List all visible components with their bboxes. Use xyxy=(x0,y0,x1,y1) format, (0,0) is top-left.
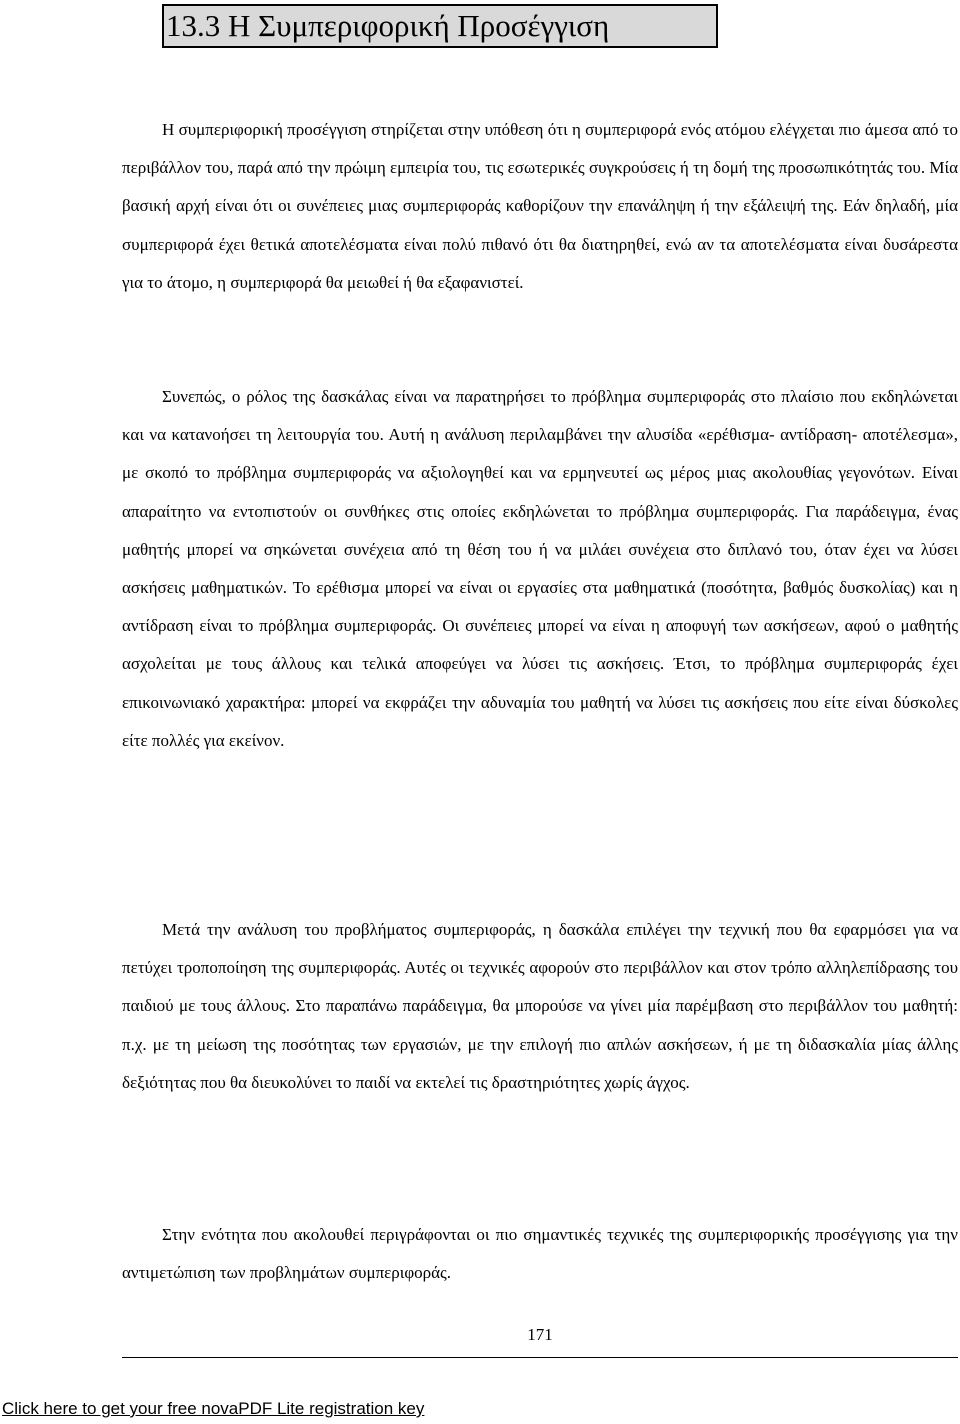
page-number: 171 xyxy=(527,1325,553,1344)
body-paragraph-3: Μετά την ανάλυση του προβλήματος συμπεριφοράς, η δασκάλα επιλέγει την τεχνική που θα εφαρμόσει για να πετύχει τροποποίηση της συμπεριφοράς. Αυτές οι τεχνικές αφορούν στο περιβάλλον και στον τρόπο αλληλεπίδρασης του παιδιού με τους άλλους. Στο παραπάνω παράδειγμα, θα μπορούσε να γίνει μία παρέμβαση στο περιβάλλον του μαθητή: π.χ. με τη μείωση της ποσότητας των εργασιών, με την επιλογή πιο απλών ασκήσεων, ή με τη διδασκαλία μίας άλλης δεξιότητας που θα διευκολύνει το παιδί να εκτελεί τις δραστηριότητες χωρίς άγχος. xyxy=(122,920,958,1092)
body-paragraph-4: Στην ενότητα που ακολουθεί περιγράφονται οι πιο σημαντικές τεχνικές της συμπεριφορικής προσέγγισης για την αντιμετώπιση των προβλημάτων συμπεριφοράς. xyxy=(122,1225,958,1283)
novapdf-registration-link[interactable]: Click here to get your free novaPDF Lite registration key xyxy=(2,1399,425,1418)
section-heading-text: 13.3 Η Συμπεριφορική Προσέγγιση xyxy=(166,8,610,43)
body-paragraph-1: Η συμπεριφορική προσέγγιση στηρίζεται στην υπόθεση ότι η συμπεριφορά ενός ατόμου ελέγχεται πιο άμεσα από το περιβάλλον του, παρά από την πρώιμη εμπειρία του, τις εσωτερικές συγκρούσεις ή τη δομή της προσωπικότητάς του. Μία βασική αρχή είναι ότι οι συνέπειες μιας συμπεριφοράς καθορίζουν την επανάληψη ή την εξάλειψή της. Εάν δηλαδή, μία συμπεριφορά έχει θετικά αποτελέσματα είναι πολύ πιθανό ότι θα διατηρηθεί, ενώ αν τα αποτελέσματα είναι δυσάρεστα για το άτομο, η συμπεριφορά θα μειωθεί ή θα εξαφανιστεί. xyxy=(122,120,958,292)
body-paragraph-2: Συνεπώς, ο ρόλος της δασκάλας είναι να παρατηρήσει το πρόβλημα συμπεριφοράς στο πλαίσιο που εκδηλώνεται και να κατανοήσει τη λειτουργία του. Αυτή η ανάλυση περιλαμβάνει την αλυσίδα «ερέθισμα- αντίδραση- αποτέλεσμα», με σκοπό το πρόβλημα συμπεριφοράς να αξιολογηθεί και να ερμηνευτεί ως μέρος μιας ακολουθίας γεγονότων. Είναι απαραίτητο να εντοπιστούν οι συνθήκες στις οποίες εκδηλώνεται το πρόβλημα συμπεριφοράς. Για παράδειγμα, ένας μαθητής μπορεί να σηκώνεται συνέχεια από τη θέση του ή να μιλάει συνέχεια στο διπλανό του, όταν έχει να λύσει ασκήσεις μαθηματικών. Το ερέθισμα μπορεί να είναι οι εργασίες στα μαθηματικά (ποσότητα, βαθμός δυσκολίας) και η αντίδραση είναι το πρόβλημα συμπεριφοράς. Οι συνέπειες μπορεί να είναι η αποφυγή των ασκήσεων, αφού ο μαθητής ασχολείται με τους άλλους και τελικά αποφεύγει να λύσει τις ασκήσεις. Έτσι, το πρόβλημα συμπεριφοράς έχει επικοινωνιακό χαρακτήρα: μπορεί να εκφράζει την αδυναμία του μαθητή να λύσει τις ασκήσεις που είτε είναι δύσκολες είτε πολλές για εκείνον. xyxy=(122,387,958,750)
section-heading xyxy=(162,4,718,48)
footer-divider xyxy=(122,1357,958,1358)
